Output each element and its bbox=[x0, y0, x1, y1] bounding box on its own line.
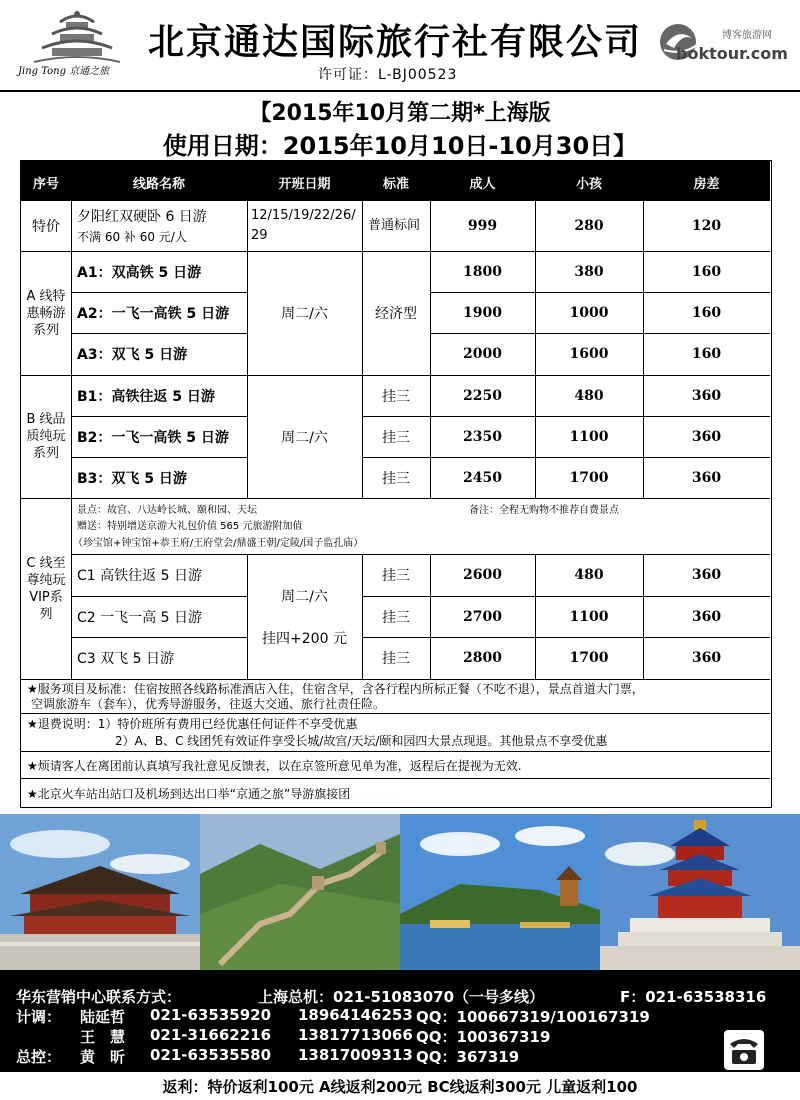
price-table bbox=[20, 160, 772, 808]
fax-number: F：021-63538316 bbox=[620, 988, 767, 1006]
contact-role-1: 计调： bbox=[16, 1008, 62, 1026]
a3-adult: 2000 bbox=[463, 346, 502, 362]
a2-adult: 1900 bbox=[463, 304, 502, 321]
temple-of-heaven-photo bbox=[600, 814, 800, 970]
b1-child: 480 bbox=[574, 387, 604, 404]
note-pickup: ★北京火车站出站口及机场到达出口举“京通之旅”导游旗接团 bbox=[27, 786, 351, 801]
header-room: 房差 bbox=[693, 177, 720, 192]
special-route-note: 不满 60 补 60 元/人 bbox=[77, 229, 187, 244]
header-route: 线路名称 bbox=[132, 177, 185, 192]
table-header bbox=[21, 161, 770, 201]
contact-name-1: 陆延哲 bbox=[80, 1008, 126, 1026]
valid-dates: 使用日期：2015年10月10日-10月30日】 bbox=[162, 132, 638, 160]
b2-standard: 挂三 bbox=[382, 429, 410, 446]
telephone-icon bbox=[722, 1028, 766, 1072]
a2-room: 160 bbox=[691, 304, 722, 321]
contact-tel-1[interactable]: 021-63535920 bbox=[150, 1006, 272, 1024]
b3-room: 360 bbox=[691, 469, 722, 486]
note-refund: ★退费说明：1）特价班所有费用已经优惠任何证件不享受优惠 bbox=[27, 716, 358, 731]
b-line-label: B 线品质纯玩系列 bbox=[26, 412, 66, 461]
a1-room: 160 bbox=[691, 263, 722, 280]
b3-adult: 2450 bbox=[463, 469, 502, 486]
b2-adult: 2350 bbox=[463, 428, 502, 445]
b3-child: 1700 bbox=[569, 469, 609, 486]
contact-mobile-2[interactable]: 13817713066 bbox=[298, 1026, 413, 1044]
a2-route: A2：一飞一高铁 5 日游 bbox=[77, 305, 230, 322]
c3-adult: 2800 bbox=[463, 650, 502, 666]
note-refund-2: 2）A、B、C 线团凭有效证件享受长城/故宫/天坛/颐和园四大景点现退。其他景点不享受优惠 bbox=[115, 733, 608, 748]
contact-footer bbox=[0, 970, 800, 1100]
logo-text: Jing Tong 京通之旅 bbox=[18, 66, 110, 77]
header-child: 小孩 bbox=[575, 177, 602, 192]
a2-child: 1000 bbox=[569, 304, 609, 321]
c-line-gift: 赠送：特别增送京游大礼包价值 565 元旅游附加值 bbox=[77, 520, 303, 532]
contact-qq-3[interactable]: QQ：367319 bbox=[416, 1048, 520, 1066]
issue-title: 【2015年10月第二期*上海版 bbox=[249, 101, 551, 126]
contact-qq-1[interactable]: QQ：100667319/100167319 bbox=[416, 1008, 650, 1026]
c-line-schedule-extra: 挂四+200 元 bbox=[262, 631, 347, 647]
c-line-schedule: 周二/六 bbox=[281, 589, 328, 605]
sales-center-label: 华东营销中心联系方式： bbox=[16, 988, 182, 1006]
c2-route: C2 一飞一高 5 日游 bbox=[77, 609, 202, 626]
c2-child: 1100 bbox=[569, 608, 609, 625]
b-line-schedule: 周二/六 bbox=[281, 429, 328, 446]
header bbox=[0, 0, 800, 92]
company-name: 北京通达国际旅行社有限公司 bbox=[148, 22, 643, 63]
special-adult: 999 bbox=[467, 218, 498, 234]
c3-standard: 挂三 bbox=[382, 651, 410, 667]
a1-adult: 1800 bbox=[463, 263, 502, 280]
a1-child: 380 bbox=[574, 263, 604, 280]
special-child: 280 bbox=[574, 218, 604, 234]
c1-adult: 2600 bbox=[463, 567, 502, 583]
contact-name-3: 黄 昕 bbox=[80, 1048, 126, 1066]
a-line-schedule: 周二/六 bbox=[281, 306, 328, 322]
great-wall-photo bbox=[200, 814, 400, 970]
c1-route: C1 高铁往返 5 日游 bbox=[77, 568, 202, 584]
a3-room: 160 bbox=[691, 346, 722, 362]
rebate-info: 返利：特价返利100元 A线返利200元 BC线返利300元 儿童返利100 bbox=[0, 1072, 800, 1100]
b1-room: 360 bbox=[691, 387, 722, 404]
note-service-2: 空调旅游车（套车），优秀导游服务，往返大交通、旅行社责任险。 bbox=[31, 697, 386, 711]
b2-child: 1100 bbox=[569, 428, 609, 445]
c-line-note: 备注：全程无购物不推荐自费景点 bbox=[469, 504, 619, 516]
special-room: 120 bbox=[691, 218, 722, 234]
summer-palace-photo bbox=[400, 814, 600, 970]
header-index: 序号 bbox=[32, 177, 59, 192]
license-number: 许可证：L-BJ00523 bbox=[318, 67, 458, 83]
hq-phone: 上海总机：021-51083070（一号多线） bbox=[258, 988, 545, 1006]
a1-route: A1：双高铁 5 日游 bbox=[77, 264, 202, 281]
c2-room: 360 bbox=[691, 608, 722, 625]
b1-adult: 2250 bbox=[463, 387, 502, 404]
c1-standard: 挂三 bbox=[382, 568, 410, 584]
a-line-standard: 经济型 bbox=[375, 306, 417, 322]
contact-mobile-1[interactable]: 18964146253 bbox=[298, 1006, 413, 1024]
brand-cn: 博客旅游网 bbox=[722, 30, 772, 41]
c1-room: 360 bbox=[691, 567, 722, 583]
b3-route: B3：双飞 5 日游 bbox=[77, 470, 187, 487]
contact-qq-2[interactable]: QQ：100367319 bbox=[416, 1028, 551, 1046]
header-dates: 开班日期 bbox=[278, 177, 331, 192]
c3-room: 360 bbox=[691, 650, 722, 666]
b3-standard: 挂三 bbox=[382, 470, 410, 487]
header-adult: 成人 bbox=[469, 177, 496, 192]
contact-mobile-3[interactable]: 13817009313 bbox=[298, 1046, 413, 1064]
special-label: 特价 bbox=[32, 219, 60, 235]
photo-strip bbox=[0, 814, 800, 970]
contact-role-3: 总控： bbox=[16, 1048, 62, 1066]
c2-adult: 2700 bbox=[463, 608, 502, 625]
contact-tel-3[interactable]: 021-63535580 bbox=[150, 1046, 272, 1064]
b2-route: B2：一飞一高铁 5 日游 bbox=[77, 429, 229, 446]
forbidden-city-photo bbox=[0, 814, 200, 970]
contact-tel-2[interactable]: 021-31662216 bbox=[150, 1026, 272, 1044]
c-line-gift-detail: （珍宝馆+钟宝馆+恭王府/王府堂会/鼎盛王朝/定陵/国子监孔庙） bbox=[73, 537, 364, 549]
note-feedback: ★烦请客人在离团前认真填写我社意见反馈表，以在京签所意见单为准，返程后在提视为无效. bbox=[27, 758, 522, 773]
c-line-label: C 线至尊纯玩VIP系列 bbox=[26, 555, 66, 622]
brand-url: boktour.com bbox=[676, 44, 788, 63]
special-dates: 12/15/19/22/26/29 bbox=[251, 208, 356, 243]
a3-route: A3：双飞 5 日游 bbox=[77, 347, 188, 363]
header-standard: 标准 bbox=[382, 177, 409, 192]
special-standard: 普通标间 bbox=[367, 218, 420, 233]
note-service: ★服务项目及标准：住宿按照各线路标准酒店入住，住宿含早，含各行程内所标正餐（不吃不退），景点首道大门票， bbox=[27, 682, 644, 696]
c2-standard: 挂三 bbox=[382, 609, 410, 626]
a3-child: 1600 bbox=[569, 346, 609, 362]
a-line-label: A 线特惠畅游系列 bbox=[26, 288, 66, 338]
b1-route: B1：高铁往返 5 日游 bbox=[77, 388, 215, 405]
c3-child: 1700 bbox=[569, 650, 609, 666]
contact-name-2: 王 慧 bbox=[80, 1028, 126, 1046]
c3-route: C3 双飞 5 日游 bbox=[77, 651, 174, 667]
b2-room: 360 bbox=[691, 428, 722, 445]
c-line-sights: 景点：故宫、八达岭长城、颐和园、天坛 bbox=[77, 504, 257, 516]
b1-standard: 挂三 bbox=[382, 388, 410, 405]
special-route: 夕阳红双硬卧 6 日游 bbox=[77, 209, 207, 225]
c1-child: 480 bbox=[574, 567, 604, 583]
